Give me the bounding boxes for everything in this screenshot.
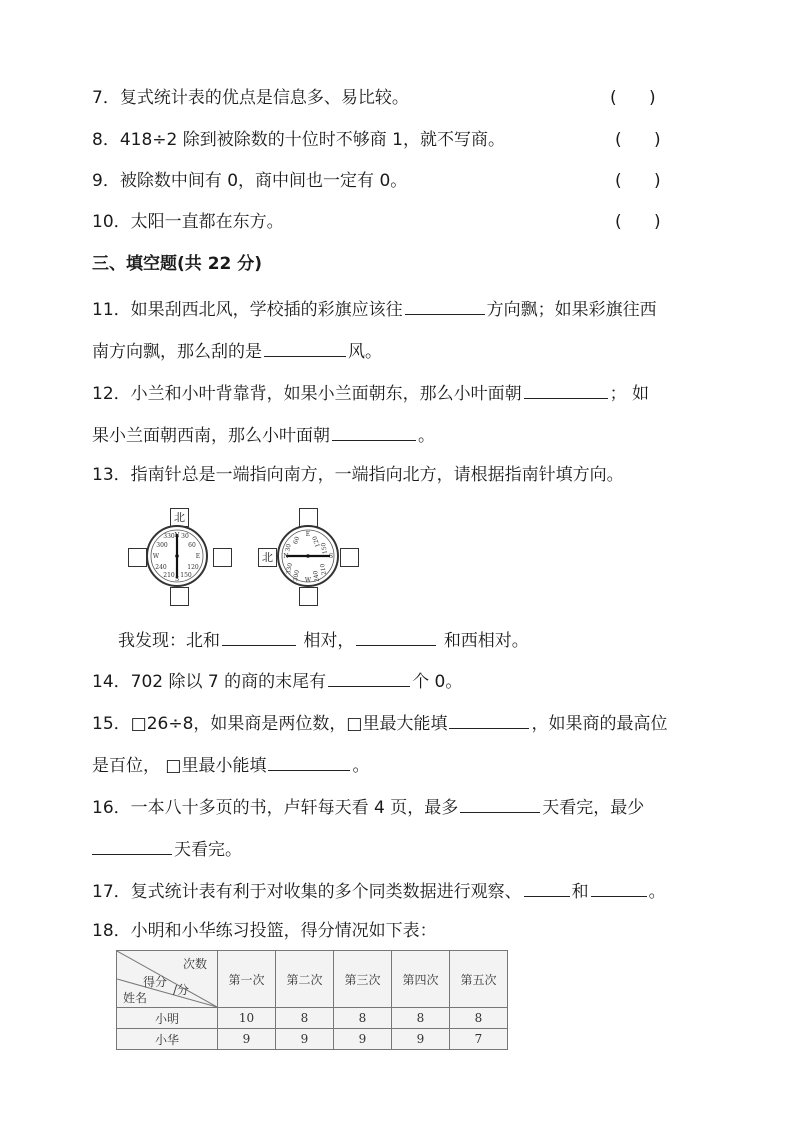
answer-paren-9[interactable]: ( ) <box>615 171 661 191</box>
q16-text-b: 天看完，最少 <box>542 798 645 818</box>
corner-mid-label: 得分 <box>143 975 168 989</box>
q17-text-a: 17．复式统计表有利于对收集的多个同类数据进行观察、 <box>92 882 522 902</box>
question-13: 13．指南针总是一端指向南方，一端指向北方，请根据指南针填方向。 <box>92 465 624 485</box>
q16-blank-2[interactable] <box>92 836 172 855</box>
question-10: 10．太阳一直都在东方。 <box>92 212 284 232</box>
q12-text-a: 12．小兰和小叶背靠背，如果小兰面朝东，那么小叶面朝 <box>92 384 522 404</box>
q11-text-d: 风。 <box>348 342 382 362</box>
header-cell: 第一次 <box>218 951 276 1008</box>
c2-60: 60 <box>291 535 302 546</box>
c2-120: 120 <box>311 534 322 549</box>
corner-unit-text: 分 <box>177 983 190 997</box>
table-corner-cell <box>117 951 218 1008</box>
corner-top-label: 次数 <box>183 957 208 971</box>
q13-blank-2[interactable] <box>356 627 436 646</box>
q12-text-c: 果小兰面朝西南，那么小叶面朝 <box>92 426 330 446</box>
q14-text-b: 个 0。 <box>412 672 463 692</box>
question-7: 7．复式统计表的优点是信息多、易比较。 <box>92 88 409 108</box>
q13-found-c: 和西相对。 <box>443 631 529 651</box>
q14-text-a: 14．702 除以 7 的商的末尾有 <box>92 672 327 692</box>
question-11-line2 <box>92 338 382 364</box>
q16-text-a: 16．一本八十多页的书，卢轩每天看 4 页，最多 <box>92 798 459 818</box>
q13-blank-1[interactable] <box>222 627 296 646</box>
answer-paren-10[interactable]: ( ) <box>615 212 661 232</box>
c1-60: 60 <box>188 542 196 549</box>
answer-paren-7[interactable]: ( ) <box>610 88 656 108</box>
q15-blank-1[interactable] <box>449 710 529 729</box>
row-name-cell: 小明 <box>117 1008 218 1029</box>
score-cell: 9 <box>218 1029 276 1050</box>
score-cell: 9 <box>392 1029 450 1050</box>
score-cell: 8 <box>450 1008 508 1029</box>
score-cell: 9 <box>334 1029 392 1050</box>
q12-blank-1[interactable] <box>524 380 608 399</box>
q14-blank[interactable] <box>328 668 410 687</box>
question-15-line1 <box>92 710 667 736</box>
score-table <box>116 950 508 1050</box>
question-16-line2 <box>92 836 242 862</box>
compass1-bottom-box[interactable] <box>170 587 189 606</box>
section-title: 三、填空题(共 22 分) <box>92 254 263 274</box>
c1-150: 150 <box>180 572 192 579</box>
header-cell: 第二次 <box>276 951 334 1008</box>
header-cell: 第四次 <box>392 951 450 1008</box>
question-17 <box>92 878 666 904</box>
c2-s: S <box>328 553 334 560</box>
c2-240: 240 <box>312 570 321 583</box>
q15-text-a: 15．□26÷8，如果商是两位数，□里最大能填 <box>92 714 448 734</box>
compass2-left-box: 北 <box>258 548 277 567</box>
c1-330: 330 <box>163 533 175 540</box>
c2-210: 210 <box>319 563 328 576</box>
c1-210: 210 <box>163 572 175 579</box>
c1-240: 240 <box>155 564 167 571</box>
c1-e: E <box>195 553 201 560</box>
score-cell: 7 <box>450 1029 508 1050</box>
q15-blank-2[interactable] <box>268 752 350 771</box>
c1-300: 300 <box>156 542 168 549</box>
question-14 <box>92 668 462 694</box>
score-cell: 9 <box>276 1029 334 1050</box>
q13-found-line <box>118 627 529 653</box>
question-11-line1 <box>92 296 657 322</box>
c1-30: 30 <box>181 533 189 540</box>
q13-found-b: 相对， <box>303 631 355 651</box>
question-15-line2 <box>92 752 369 778</box>
c1-n: N <box>174 532 180 539</box>
c1-w: W <box>152 553 160 560</box>
q17-text-b: 和 <box>571 882 589 902</box>
corner-unit-label: /分 <box>173 983 190 997</box>
q17-text-c: 。 <box>648 882 666 902</box>
answer-paren-8[interactable]: ( ) <box>615 130 661 150</box>
q15-text-b: ，如果商的最高位 <box>531 714 668 734</box>
header-cell: 第五次 <box>450 951 508 1008</box>
compass2-dial <box>276 524 340 588</box>
c2-30: 30 <box>284 543 293 553</box>
q13-found-a: 我发现：北和 <box>118 631 220 651</box>
q15-text-d: 。 <box>352 756 370 776</box>
q12-text-d: 。 <box>418 426 435 446</box>
question-8: 8．418÷2 除到被除数的十位时不够商 1，就不写商。 <box>92 130 505 150</box>
q12-text-b: ； 如 <box>609 384 650 404</box>
compass2-bottom-box[interactable] <box>299 587 318 606</box>
q11-blank-1[interactable] <box>405 296 485 315</box>
row-name-cell: 小华 <box>117 1029 218 1050</box>
question-12-line1 <box>92 380 649 406</box>
c2-e: E <box>305 531 311 538</box>
question-16-line1 <box>92 794 644 820</box>
q12-blank-2[interactable] <box>332 422 416 441</box>
header-cell: 第三次 <box>334 951 392 1008</box>
compass1-top-box: 北 <box>170 508 189 527</box>
table-row <box>117 1029 508 1050</box>
c2-330: 330 <box>285 562 294 575</box>
question-12-line2 <box>92 422 435 448</box>
compass1-right-box[interactable] <box>213 548 232 567</box>
question-18: 18．小明和小华练习投篮，得分情况如下表： <box>92 921 437 941</box>
c2-300: 300 <box>292 569 301 582</box>
c1-120: 120 <box>187 564 199 571</box>
q16-blank-1[interactable] <box>460 794 540 813</box>
q11-text-c: 南方向飘，那么刮的是 <box>92 342 262 362</box>
q11-blank-2[interactable] <box>264 338 346 357</box>
question-9: 9．被除数中间有 0，商中间也一定有 0。 <box>92 171 408 191</box>
score-cell: 10 <box>218 1008 276 1029</box>
c1-s: S <box>174 576 180 583</box>
c2-150: 150 <box>320 542 329 555</box>
c2-w: W <box>304 577 312 584</box>
score-cell: 8 <box>334 1008 392 1029</box>
score-cell: 8 <box>276 1008 334 1029</box>
score-cell: 8 <box>392 1008 450 1029</box>
compass2-right-box[interactable] <box>340 548 359 567</box>
q17-blank-1[interactable] <box>524 878 570 897</box>
q15-text-c: 是百位， □里最小能填 <box>92 756 267 776</box>
compass1-dial <box>145 524 209 588</box>
c2-n: N <box>283 553 289 560</box>
q17-blank-2[interactable] <box>591 878 647 897</box>
q16-text-c: 天看完。 <box>174 840 242 860</box>
corner-bottom-label: 姓名 <box>123 991 148 1005</box>
table-row <box>117 1008 508 1029</box>
q11-text-a: 11．如果刮西北风，学校插的彩旗应该往 <box>92 300 403 320</box>
q11-text-b: 方向飘；如果彩旗往西 <box>486 300 657 320</box>
